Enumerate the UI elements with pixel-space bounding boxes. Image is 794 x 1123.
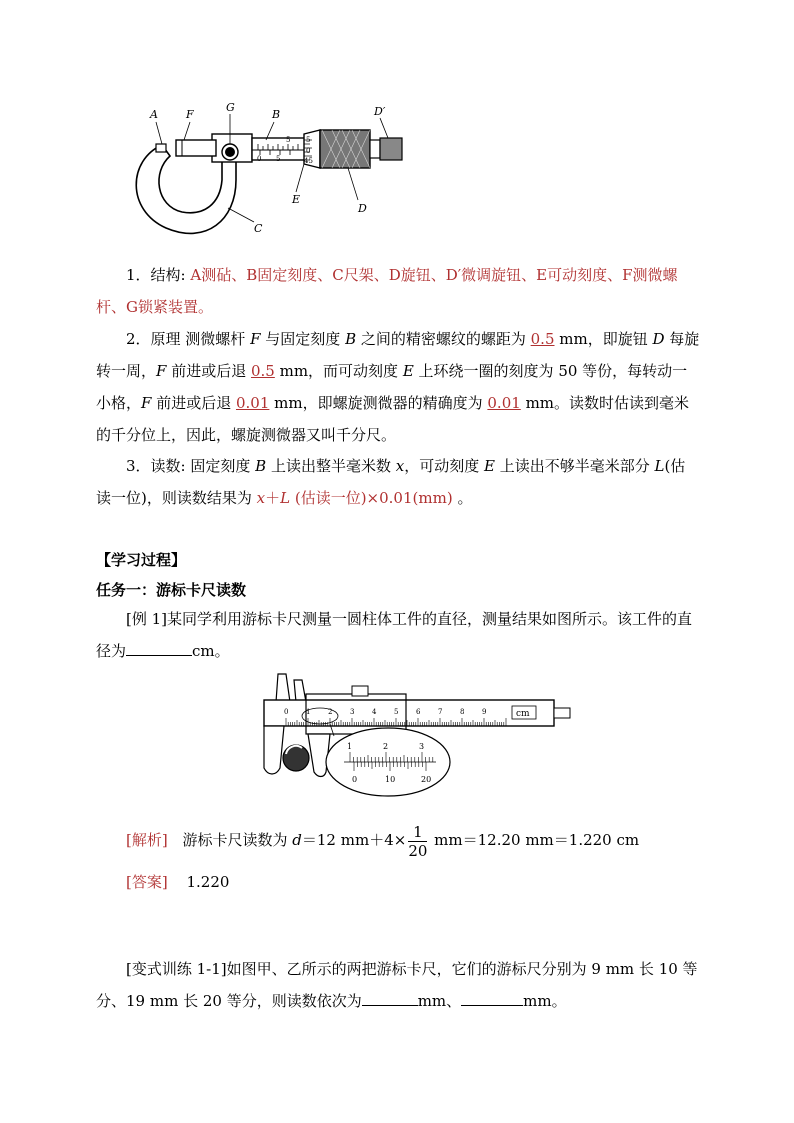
caliper-figure xyxy=(258,672,574,800)
zoom-bottom-label: 10 xyxy=(385,775,396,784)
micrometer-figure xyxy=(126,100,416,245)
zoom-top-label: 1 xyxy=(347,742,353,751)
zoom-bottom-label: 0 xyxy=(352,775,358,784)
main-scale-label: 4 xyxy=(372,708,377,716)
main-scale-label: 7 xyxy=(438,708,443,716)
svg-text:5: 5 xyxy=(306,136,311,144)
example-1: [例 1]某同学利用游标卡尺测量一圆柱体工件的直径，测量结果如图所示。该工件的直径为 cm。 xyxy=(96,610,693,660)
reading-formula: x＋L (估读一位)×0.01(mm) xyxy=(256,489,453,507)
label-D-prime: D′ xyxy=(374,105,386,118)
variant-1-1: [变式训练 1-1]如图甲、乙所示的两把游标卡尺，它们的游标尺分别为 9 mm 长 10 等分、19 mm 长 20 等分，则读数依次为 mm、 mm。 xyxy=(96,960,698,1010)
label-F: F xyxy=(186,108,194,121)
task-title: 任务一：游标卡尺读数 xyxy=(96,581,247,599)
label-B: B xyxy=(272,108,281,121)
main-scale-label: 8 xyxy=(460,708,465,716)
zoom-top-label: 2 xyxy=(383,742,389,751)
svg-text:0: 0 xyxy=(257,155,262,163)
pitch-value: 0.5 xyxy=(530,330,555,348)
svg-text:45: 45 xyxy=(304,157,313,165)
label-C: C xyxy=(254,222,263,235)
zoom-top-label: 3 xyxy=(419,742,425,751)
main-scale-label: 9 xyxy=(482,708,487,716)
answer-line xyxy=(126,868,229,896)
variant-blank-2[interactable] xyxy=(461,989,523,1006)
label-A: A xyxy=(150,108,158,121)
label-E: E xyxy=(292,193,301,206)
label-G: G xyxy=(226,101,235,114)
answer-value: 1.220 xyxy=(186,873,230,891)
svg-text:0: 0 xyxy=(306,147,311,155)
principle-paragraph: 2．原理 测微螺杆 F 与固定刻度 B 之间的精密螺纹的螺距为 0.5 mm，即旋钮 D 每旋转一周，F 前进或后退 0.5 mm，而可动刻度 E 上环绕一圈的刻度为 50 等份，每转动一小格，F 前进或后退 0.01 mm，即螺旋测微器的精确度为 0.01 mm。读数时估读到毫米的千分位上，因此，螺旋测微器又叫千分尺。 xyxy=(96,330,700,444)
division-value: 0.01 xyxy=(235,394,270,412)
structure-content: A测砧、B固定刻度、C尺架、D旋钮、D′微调旋钮、E可动刻度、F测微螺杆、G锁紧装置。 xyxy=(96,266,678,316)
analysis-line: [解析] 游标卡尺读数为 d＝12 mm＋4× $\frac{1}{20}$ mm＝12.20 mm＝1.220 cm xyxy=(126,822,640,860)
main-scale-label: 2 xyxy=(328,708,333,716)
label-D: D xyxy=(358,202,367,215)
svg-text:5: 5 xyxy=(286,136,291,144)
main-scale-label: 0 xyxy=(284,708,289,716)
main-scale-label: 1 xyxy=(306,708,311,716)
main-scale-label: 6 xyxy=(416,708,421,716)
zoom-bottom-label: 20 xyxy=(421,775,432,784)
advance-value: 0.5 xyxy=(250,362,275,380)
main-scale-label: 3 xyxy=(350,708,355,716)
svg-text:5: 5 xyxy=(276,155,281,163)
fraction: $\frac{1}{20}$ xyxy=(408,822,428,860)
variant-blank-1[interactable] xyxy=(362,989,418,1006)
reading-paragraph: 3．读数: 固定刻度 B 上读出整半毫米数 x，可动刻度 E 上读出不够半毫米部分 L(估读一位)，则读数结果为 x＋L (估读一位)×0.01(mm) 。 xyxy=(96,457,686,507)
analysis-tag: [解析] xyxy=(126,831,168,849)
structure-paragraph: 1．结构: A测砧、B固定刻度、C尺架、D旋钮、D′微调旋钮、E可动刻度、F测微螺杆、G锁紧装置。 xyxy=(96,266,678,316)
answer-tag: [答案] xyxy=(126,873,168,891)
precision-value: 0.01 xyxy=(487,394,521,412)
main-scale-label: 5 xyxy=(394,708,399,716)
section-title: 【学习过程】 xyxy=(96,551,187,569)
cm-label: cm xyxy=(516,709,530,719)
answer-blank[interactable] xyxy=(126,639,192,656)
